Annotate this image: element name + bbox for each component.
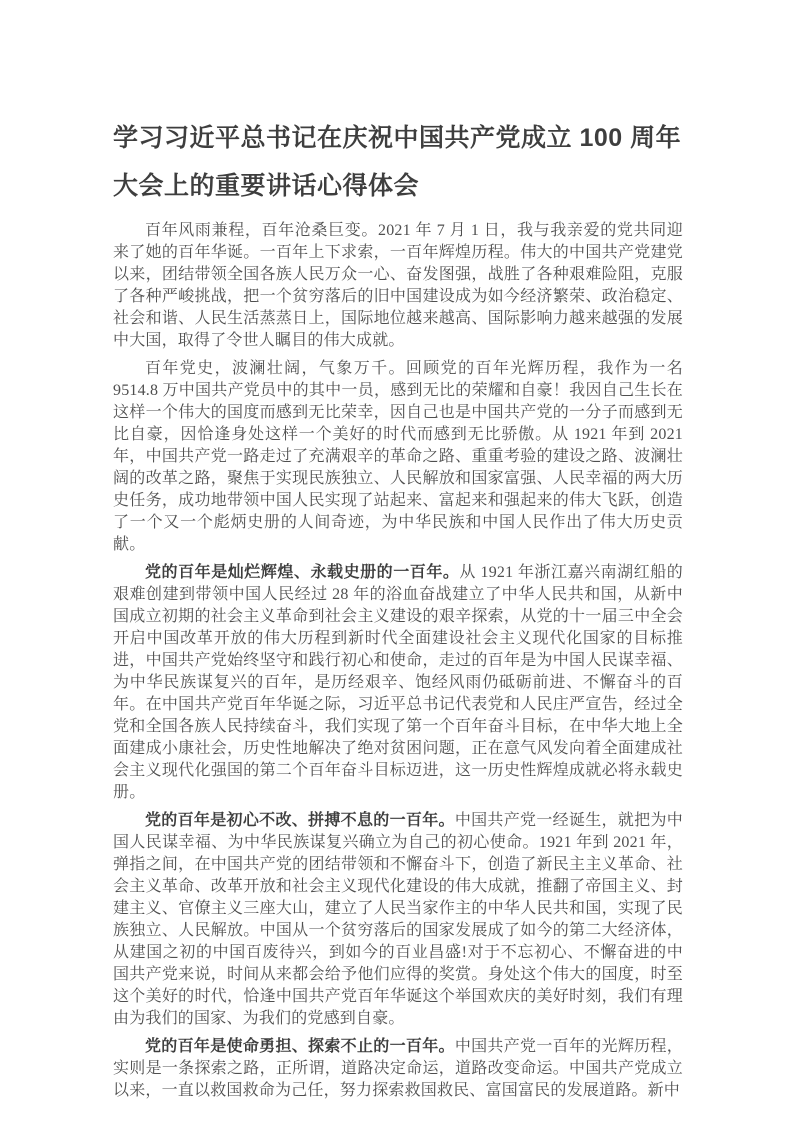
paragraph-lead: 党的百年是灿烂辉煌、永载史册的一百年。	[145, 564, 460, 581]
paragraph-glorious-century	[113, 562, 683, 804]
paragraph-text: 从 1921 年浙江嘉兴南湖红船的艰难创建到带领中国人民经过 28 年的浴血奋战建立了中华人民共和国，从新中国成立初期的社会主义革命到社会主义建设的艰辛探索，从党的十一届三中全会开启中国改革开放的伟大历程到新时代全面建设社会主义现代化国家的目标推进，中国共产党始终坚守和践行初心和使命，走过的百年是为中国人民谋幸福、为中华民族谋复兴的百年，是历经艰辛、饱经风雨仍砥砺前进、不懈奋斗的百年。在中国共产党百年华诞之际，习近平总书记代表党和人民庄严宣告，经过全党和全国各族人民持续奋斗，我们实现了第一个百年奋斗目标，在中华大地上全面建成小康社会，历史性地解决了绝对贫困问题，正在意气风发向着全面建成社会主义现代化强国的第二个百年奋斗目标迈进，这一历史性辉煌成就必将永载史册。	[113, 564, 683, 801]
paragraph-lead: 党的百年是使命勇担、探索不止的一百年。	[145, 1038, 455, 1055]
paragraph-text: 中国共产党一经诞生，就把为中国人民谋幸福、为中华民族谋复兴确立为自己的初心使命。1921 年到 2021 年，弹指之间，在中国共产党的团结带领和不懈奋斗下，创造了新民主主义革命、社会主义革命、改革开放和社会主义现代化建设的伟大成就，推翻了帝国主义、封建主义、官僚主义三座大山，建立了人民当家作主的中华人民共和国，实现了民族独立、人民解放。中国从一个贫穷落后的国家发展成了如今的第二大经济体，从建国之初的中国百废待兴，到如今的百业昌盛!对于不忘初心、不懈奋进的中国共产党来说，时间从来都会给予他们应得的奖赏。身处这个伟大的国度，时至这个美好的时代，恰逢中国共产党百年华诞这个举国欢庆的美好时刻，我们有理由为我们的国家、为我们的党感到自豪。	[113, 812, 683, 1027]
paragraph-intro	[113, 220, 683, 352]
document-body	[113, 220, 683, 1102]
paragraph-mission-exploration	[113, 1036, 683, 1102]
paragraph-text: 百年党史，波澜壮阔，气象万千。回顾党的百年光辉历程，我作为一名 9514.8 万中国共产党员中的其中一员，感到无比的荣耀和自豪！我因自己生长在这样一个伟大的国度而感到无比荣幸，因自己也是中国共产党的一分子而感到无比自豪，因恰逢身处这样一个美好的时代而感到无比骄傲。从 1921 年到 2021 年，中国共产党一路走过了充满艰辛的革命之路、重重考验的建设之路、波澜壮阔的改革之路，聚焦于实现民族独立、人民解放和国家富强、人民幸福的两大历史任务，成功地带领中国人民实现了站起来、富起来和强起来的伟大飞跃，创造了一个又一个彪炳史册的人间奇迹，为中华民族和中国人民作出了伟大历史贡献。	[113, 360, 683, 553]
document-title: 学习习近平总书记在庆祝中国共产党成立 100 周年大会上的重要讲话心得体会	[113, 124, 682, 200]
paragraph-history	[113, 358, 683, 556]
paragraph-text: 中国共产党一百年的光辉历程，实则是一条探索之路，正所谓，道路决定命运，道路改变命运。中国共产党成立以来，一直以救国救命为己任，努力探索救国救民、富国富民的发展道路。新中	[113, 1038, 683, 1099]
paragraph-original-aspiration	[113, 810, 683, 1030]
paragraph-text: 百年风雨兼程，百年沧桑巨变。2021 年 7 月 1 日，我与我亲爱的党共同迎来了她的百年华诞。一百年上下求索，一百年辉煌历程。伟大的中国共产党建党以来，团结带领全国各族人民万众一心、奋发图强，战胜了各种艰难险阻，克服了各种严峻挑战，把一个贫穷落后的旧中国建设成为如今经济繁荣、政治稳定、社会和谐、人民生活蒸蒸日上，国际地位越来越高、国际影响力越来越强的发展中大国，取得了令世人瞩目的伟大成就。	[113, 222, 683, 349]
paragraph-lead: 党的百年是初心不改、拼搏不息的一百年。	[145, 812, 455, 829]
